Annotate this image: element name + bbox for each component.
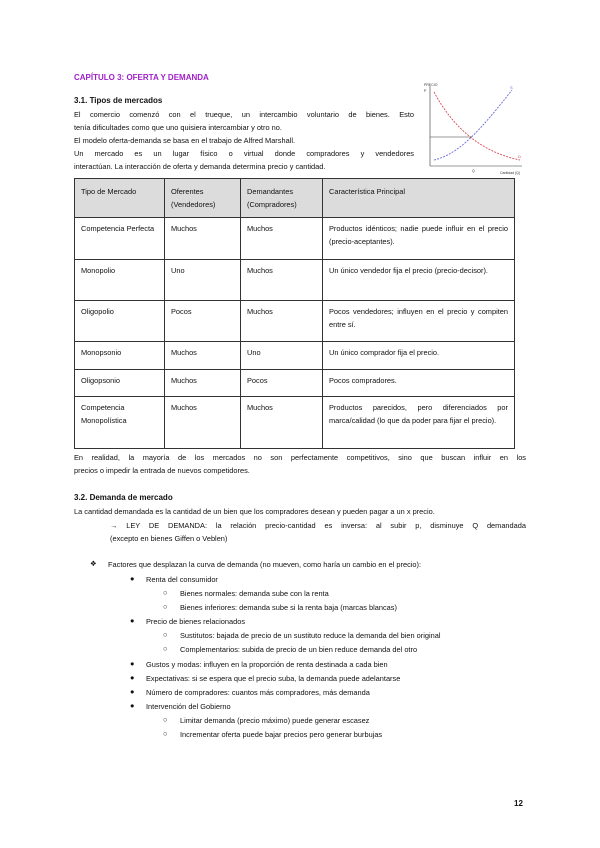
list-item: Incrementar oferta puede bajar precios pero generar burbujas: [180, 730, 383, 739]
chapter-title: CAPÍTULO 3: OFERTA Y DEMANDA: [74, 73, 209, 82]
table-row: [75, 301, 515, 342]
table-cell: Productos parecidos, pero diferenciados por marca/calidad (lo que da poder para fijar el precio).: [323, 397, 515, 449]
circle-bullet-icon: ○: [163, 630, 168, 639]
list-item: Intervención del Gobierno: [146, 702, 231, 711]
disc-bullet-icon: ●: [130, 616, 135, 625]
disc-bullet-icon: ●: [130, 701, 135, 710]
list-item: Renta del consumidor: [146, 575, 218, 584]
diamond-bullet-icon: ❖: [90, 559, 97, 568]
disc-bullet-icon: ●: [130, 687, 135, 696]
table-cell: Muchos: [241, 260, 323, 301]
page-number: 12: [514, 799, 523, 808]
table-row: [75, 397, 515, 449]
table-cell: Competencia Perfecta: [75, 218, 165, 260]
table-cell: Muchos: [165, 218, 241, 260]
supply-curve: [434, 90, 512, 160]
table-header: Oferentes (Vendedores): [165, 179, 241, 218]
table-cell: Muchos: [241, 301, 323, 342]
demand-definition: La cantidad demandada es la cantidad de un bien que los compradores desean y pueden pagar a un x precio.: [74, 507, 435, 516]
list-item: Complementarios: subida de precio de un bien reduce demanda del otro: [180, 645, 418, 654]
table-cell: Oligopsonio: [75, 370, 165, 397]
paragraph-line: Un mercado es un lugar físico o virtual donde compradores y vendedores: [74, 149, 414, 158]
price-mark: P: [424, 89, 427, 93]
list-item: Sustitutos: bajada de precio de un sustituto reduce la demanda del bien original: [180, 631, 441, 640]
demand-label: D: [518, 154, 521, 159]
law-of-demand: → LEY DE DEMANDA: la relación precio-cantidad es inversa: al subir p, disminuye Q demandada: [110, 521, 526, 530]
market-types-table: [74, 178, 515, 449]
list-item: Número de compradores: cuantos más compradores, más demanda: [146, 688, 370, 697]
table-cell: Uno: [165, 260, 241, 301]
table-cell: Productos idénticos; nadie puede influir en el precio (precio-aceptantes).: [323, 218, 515, 260]
table-cell: Oligopolio: [75, 301, 165, 342]
table-cell: Un único comprador fija el precio.: [323, 342, 515, 370]
table-header: Característica Principal: [323, 179, 515, 218]
circle-bullet-icon: ○: [163, 588, 168, 597]
list-item: Bienes normales: demanda sube con la renta: [180, 589, 329, 598]
paragraph-line: interactúan. La interacción de oferta y demanda determina precio y cantidad.: [74, 162, 326, 171]
table-cell: Muchos: [241, 397, 323, 449]
list-item: Gustos y modas: influyen en la proporción de renta destinada a cada bien: [146, 660, 388, 669]
paragraph-line: tenía dificultades como que uno quisiera intercambiar y otro no.: [74, 123, 282, 132]
table-cell: Uno: [241, 342, 323, 370]
table-row: [75, 342, 515, 370]
list-item: Limitar demanda (precio máximo) puede generar escasez: [180, 716, 370, 725]
law-of-demand-exception: (excepto en bienes Giffen o Veblen): [110, 534, 228, 543]
disc-bullet-icon: ●: [130, 673, 135, 682]
table-row: [75, 370, 515, 397]
table-header: Demandantes (Compradores): [241, 179, 323, 218]
table-row: [75, 218, 515, 260]
disc-bullet-icon: ●: [130, 574, 135, 583]
list-item: Bienes inferiores: demanda sube si la renta baja (marcas blancas): [180, 603, 397, 612]
disc-bullet-icon: ●: [130, 659, 135, 668]
circle-bullet-icon: ○: [163, 644, 168, 653]
table-cell: Pocos compradores.: [323, 370, 515, 397]
paragraph-line: El comercio comenzó con el trueque, un intercambio voluntario de bienes. Esto: [74, 110, 414, 119]
table-cell: Competencia Monopolística: [75, 397, 165, 449]
section-title-demanda: 3.2. Demanda de mercado: [74, 493, 173, 502]
section-title-tipos-mercados: 3.1. Tipos de mercados: [74, 96, 163, 105]
table-cell: Un único vendedor fija el precio (precio-decisor).: [323, 260, 515, 301]
x-axis-label: Cantidad (Q): [500, 171, 521, 175]
circle-bullet-icon: ○: [163, 602, 168, 611]
table-header-row: [75, 179, 515, 218]
circle-bullet-icon: ○: [163, 729, 168, 738]
table-cell: Pocos: [241, 370, 323, 397]
y-axis-label: PRECIO: [424, 83, 438, 87]
paragraph-line: En realidad, la mayoría de los mercados no son perfectamente competitivos, sino que buscan influir en los: [74, 453, 526, 462]
table-header: Tipo de Mercado: [75, 179, 165, 218]
table-cell: Muchos: [165, 397, 241, 449]
table-cell: Monopolio: [75, 260, 165, 301]
circle-bullet-icon: ○: [163, 715, 168, 724]
quantity-mark: Q: [472, 169, 475, 173]
list-item: Expectativas: si se espera que el precio suba, la demanda puede adelantarse: [146, 674, 401, 683]
table-cell: Monopsonio: [75, 342, 165, 370]
supply-label: S: [510, 85, 513, 90]
table-cell: Muchos: [165, 370, 241, 397]
list-item: Precio de bienes relacionados: [146, 617, 246, 626]
demand-curve: [434, 92, 520, 160]
table-row: [75, 260, 515, 301]
paragraph-line: El modelo oferta-demanda se basa en el trabajo de Alfred Marshall.: [74, 136, 296, 145]
table-cell: Muchos: [165, 342, 241, 370]
factors-title: Factores que desplazan la curva de demanda (no mueven, como haría un cambio en el precio):: [108, 560, 422, 569]
table-cell: Pocos: [165, 301, 241, 342]
table-cell: Pocos vendedores; influyen en el precio y compiten entre sí.: [323, 301, 515, 342]
supply-demand-chart: [420, 80, 526, 176]
table-cell: Muchos: [241, 218, 323, 260]
paragraph-line: precios o impedir la entrada de nuevos competidores.: [74, 466, 250, 475]
